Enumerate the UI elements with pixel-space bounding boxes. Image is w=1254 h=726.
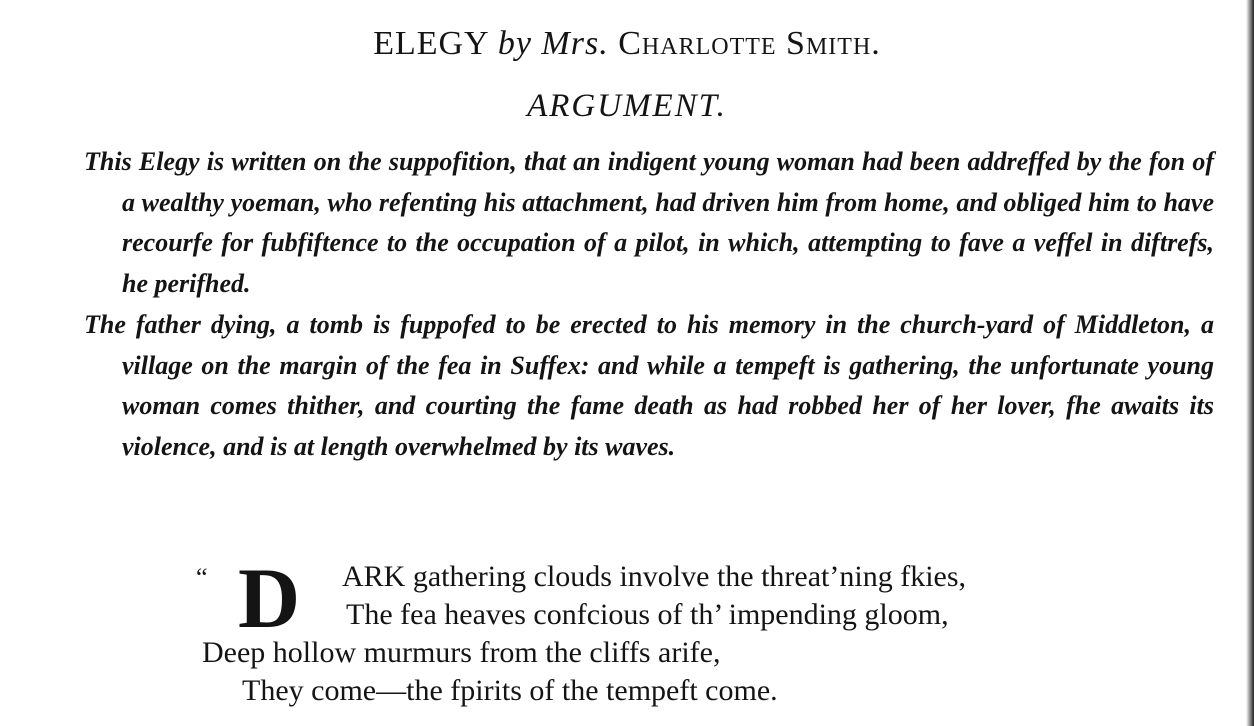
poem-line-2: The fea heaves confcious of th’ impending gloom, (346, 598, 949, 631)
argument-heading: ARGUMENT. (527, 88, 727, 124)
opening-quote-mark: “ (196, 563, 208, 592)
poem-line-1 (196, 558, 1156, 596)
poem-stanza (196, 550, 1156, 710)
poem-line-1-text: ARK gathering clouds involve the threat’ning fkies, (342, 560, 967, 593)
poem-line-3: Deep hollow murmurs from the cliffs arife, (202, 636, 721, 669)
title-elegy: ELEGY (373, 25, 489, 62)
argument-paragraph-2: The father dying, a tomb is fuppofed to be erected to his memory in the church-yard of Middleton, a village on the margin of the fea in Suffex: and while a tempeft is gathering, the unfortunate young woman comes thither, and courting the fame death as had robbed her of her lover, fhe awaits its violence, and is at length overwhelmed by its waves. (84, 309, 1214, 461)
title-author: Charlotte Smith. (618, 25, 881, 62)
drop-cap-letter: D (238, 550, 301, 646)
document-title (0, 24, 1254, 64)
poem-line-4: They come—the fpirits of the tempeft come. (242, 674, 778, 707)
argument-paragraph-1: This Elegy is written on the suppofition, that an indigent young woman had been addreffed by the fon of a wealthy yoeman, who refenting his attachment, had driven him from home, and obliged him to have recourfe for fubfiftence to the occupation of a pilot, in which, attempting to fave a veffel in diftrefs, he perifhed. (84, 147, 1214, 299)
argument-text (84, 142, 1214, 468)
title-by: by Mrs. (497, 25, 609, 62)
